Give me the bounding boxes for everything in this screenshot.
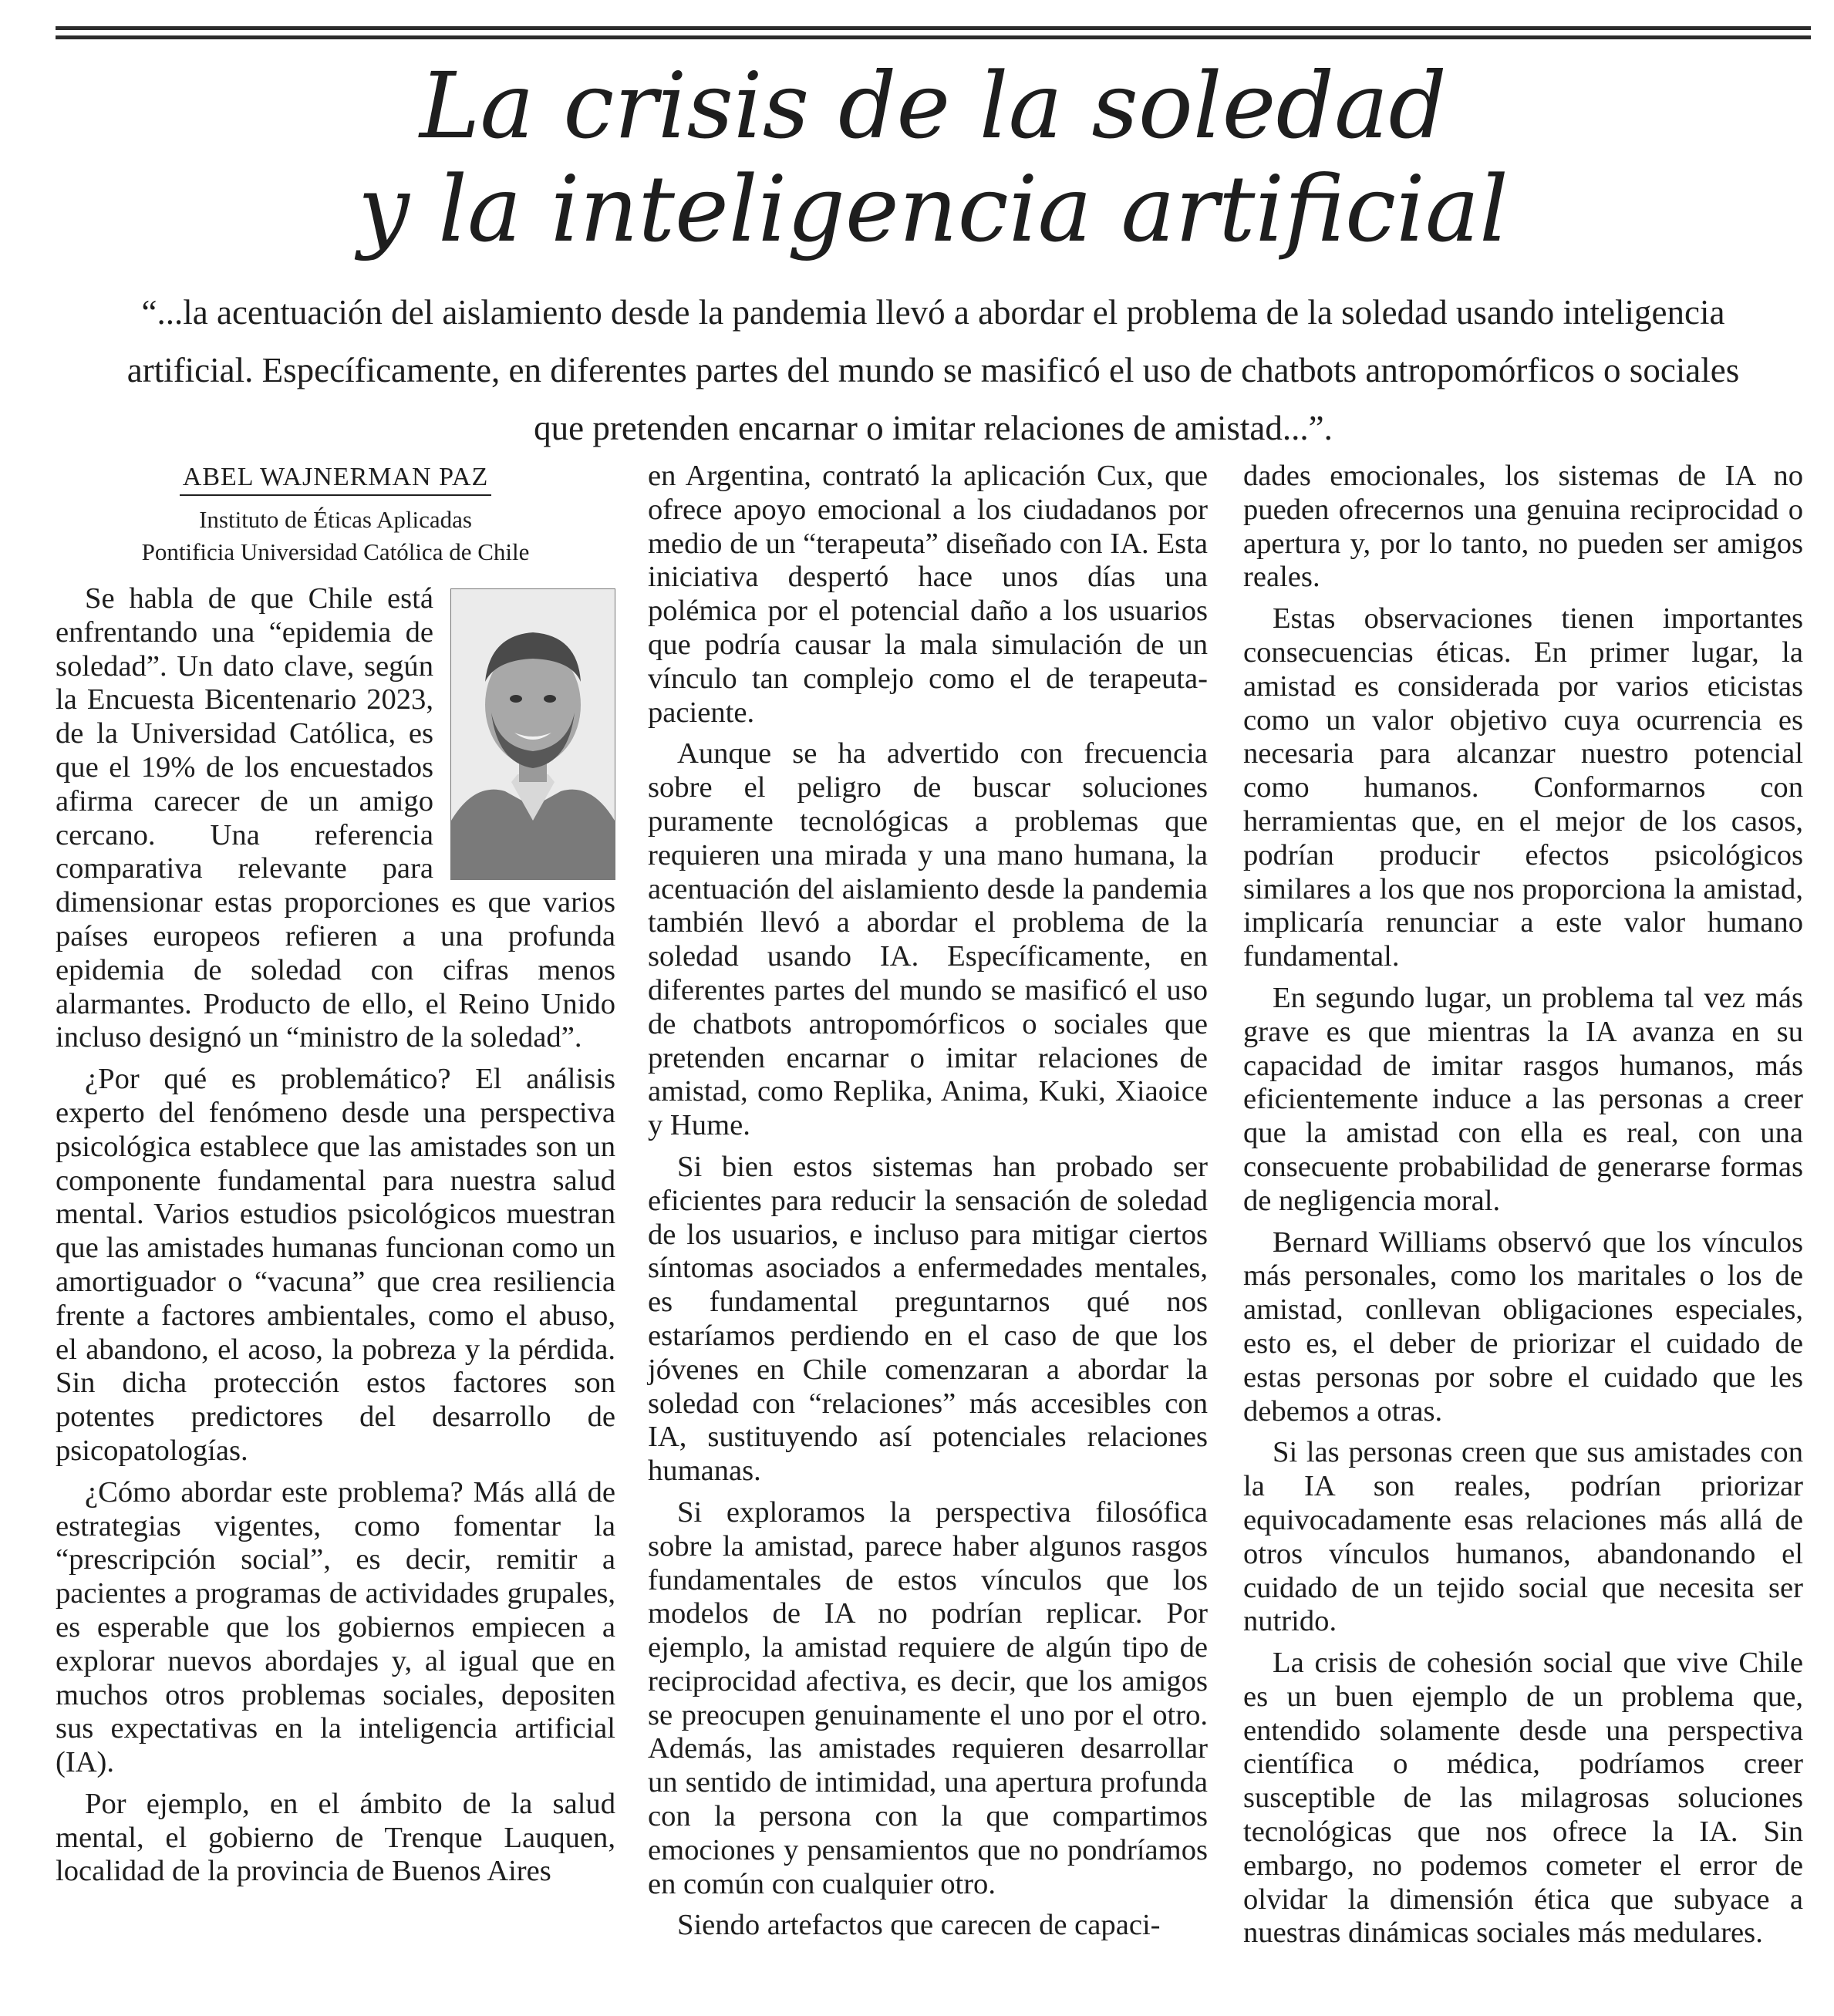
article-column-2 [648, 460, 1208, 1950]
article-column-1 [56, 460, 615, 1896]
headline-line-1: La crisis de la soledad [420, 52, 1447, 159]
paragraph: En segundo lugar, un problema tal vez más grave es que mientras la IA avanza en su capacidad de imitar rasgos humanos, más eficientemente induce a las personas a creer que la amistad con ella es real, con una consecuente probabilidad de generarse formas de negligencia moral. [1243, 981, 1803, 1217]
paragraph-text: Se habla de que Chile está enfrentando una “epidemia de soledad”. Un dato clave, según la Encuesta Bicentenario 2023, de la Universidad Católica, es que el 19% de los encuestados afirma carecer de un amigo cercano. Una referencia comparativa relevante para dimensionar estas proporciones es que varios países europeos refieren a una profunda epidemia de soledad con cifras menos alarmantes. Producto de ello, el Reino Unido incluso designó un “ministro de la soledad”. [56, 582, 615, 1054]
author-affiliation-university: Pontificia Universidad Católica de Chile [141, 538, 530, 565]
author-portrait-image [451, 589, 615, 879]
paragraph [56, 582, 615, 1055]
author-photo [450, 588, 615, 880]
paragraph: Si exploramos la perspectiva filosófica sobre la amistad, parece haber algunos rasgos fundamentales de estos vínculos que los modelos de IA no podrían replicar. Por ejemplo, la amistad requiere de algún tipo de reciprocidad afectiva, es decir, que los amigos se preocupen genuinamente el uno por el otro. Además, las amistades requieren desarrollar un sentido de intimidad, una apertura profunda con la persona con la que compartimos emociones y pensamientos que no pondríamos en común con cualquier otro. [648, 1495, 1208, 1900]
author-name: ABEL WAJNERMAN PAZ [180, 462, 491, 496]
byline [56, 460, 615, 568]
paragraph: Estas observaciones tienen importantes consecuencias éticas. En primer lugar, la amistad es considerada por varios eticistas como un valor objetivo cuya ocurrencia es necesaria para alcanzar nuestro potencial como humanos. Conformarnos con herramientas que, en el mejor de los casos, podrían producir efectos psicológicos similares a los que nos proporciona la amistad, implicaría renunciar a este valor humano fundamental. [1243, 602, 1803, 973]
paragraph: ¿Cómo abordar este problema? Más allá de estrategias vigentes, como fomentar la “prescripción social”, es decir, remitir a pacientes a programas de actividades grupales, es esperable que los gobiernos empiecen a explorar nuevos abordajes y, al igual que en muchos otros problemas sociales, depositen sus expectativas en la inteligencia artificial (IA). [56, 1475, 615, 1779]
paragraph: ¿Por qué es problemático? El análisis experto del fenómeno desde una perspectiva psicológica establece que las amistades son un componente fundamental para nuestra salud mental. Varios estudios psicológicos muestran que las amistades humanas funcionan como un amortiguador o “vacuna” que crea resiliencia frente a factores ambientales, como el abuso, el abandono, el acoso, la pobreza y la pérdida. Sin dicha protección estos factores son potentes predictores del desarrollo de psicopatologías. [56, 1063, 615, 1467]
paragraph: Siendo artefactos que carecen de capaci- [677, 1909, 1161, 1942]
paragraph: dades emocionales, los sistemas de IA no pueden ofrecernos una genuina reciprocidad o apertura y, por lo tanto, no pueden ser amigos reales. [1243, 460, 1803, 594]
author-affiliation-institute: Instituto de Éticas Aplicadas [199, 506, 472, 533]
paragraph: en Argentina, contrató la aplicación Cux, que ofrece apoyo emocional a los ciudadanos por medio de un “terapeuta” diseñado con IA. Esta iniciativa despertó hace unos días una polémica por el potencial daño a los usuarios que podría causar la mala simulación de un vínculo tan complejo como el de terapeuta-paciente. [648, 460, 1208, 729]
top-rule [56, 26, 1811, 30]
paragraph: La crisis de cohesión social que vive Chile es un buen ejemplo de un problema que, entendido solamente desde una perspectiva científica o médica, podríamos creer susceptible de las milagrosas soluciones tecnológicas que nos ofrece la IA. Sin embargo, no podemos cometer el error de olvidar la dimensión ética que subyace a nuestras dinámicas sociales más medulares. [1243, 1647, 1803, 1950]
paragraph: Por ejemplo, en el ámbito de la salud mental, el gobierno de Trenque Lauquen, localidad de la provincia de Buenos Aires [56, 1787, 615, 1888]
pull-quote: “...la acentuación del aislamiento desde la pandemia llevó a abordar el problema de la soledad usando inteligencia artificial. Específicamente, en diferentes partes del mundo se masificó el uso de chatbots antropomórficos o sociales que pretenden encarnar o imitar relaciones de amistad...”. [126, 293, 1740, 447]
paragraph: Si bien estos sistemas han probado ser eficientes para reducir la sensación de soledad de los usuarios, e incluso para mitigar ciertos síntomas asociados a enfermedades mentales, es fundamental preguntarnos qué nos estaríamos perdiendo en el caso de que los jóvenes en Chile comenzaran a abordar la soledad con “relaciones” más accesibles con IA, sustituyendo así potenciales relaciones humanas. [648, 1150, 1208, 1488]
headline-line-2: y la inteligencia artificial [358, 156, 1509, 262]
paragraph: Aunque se ha advertido con frecuencia sobre el peligro de buscar soluciones puramente tecnológicas a problemas que requieren una mirada y una mano humana, la acentuación del aislamiento desde la pandemia también llevó a abordar el problema de la soledad usando IA. Específicamente, en diferentes partes del mundo se masificó el uso de chatbots antropomórficos o sociales que pretenden encarnar o imitar relaciones de amistad, como Replika, Anima, Kuki, Xiaoice y Hume. [648, 737, 1208, 1142]
article-column-3 [1243, 460, 1803, 1958]
paragraph: Bernard Williams observó que los vínculos más personales, como los maritales o los de amistad, conllevan obligaciones especiales, esto es, el deber de priorizar el cuidado de estas personas por sobre el cuidado que les debemos a otras. [1243, 1225, 1803, 1428]
paragraph: Si las personas creen que sus amistades con la IA son reales, podrían priorizar equivocadamente esas relaciones más allá de otros vínculos humanos, abandonando el cuidado de un tejido social que necesita ser nutrido. [1243, 1436, 1803, 1638]
top-rule-secondary [56, 35, 1811, 39]
